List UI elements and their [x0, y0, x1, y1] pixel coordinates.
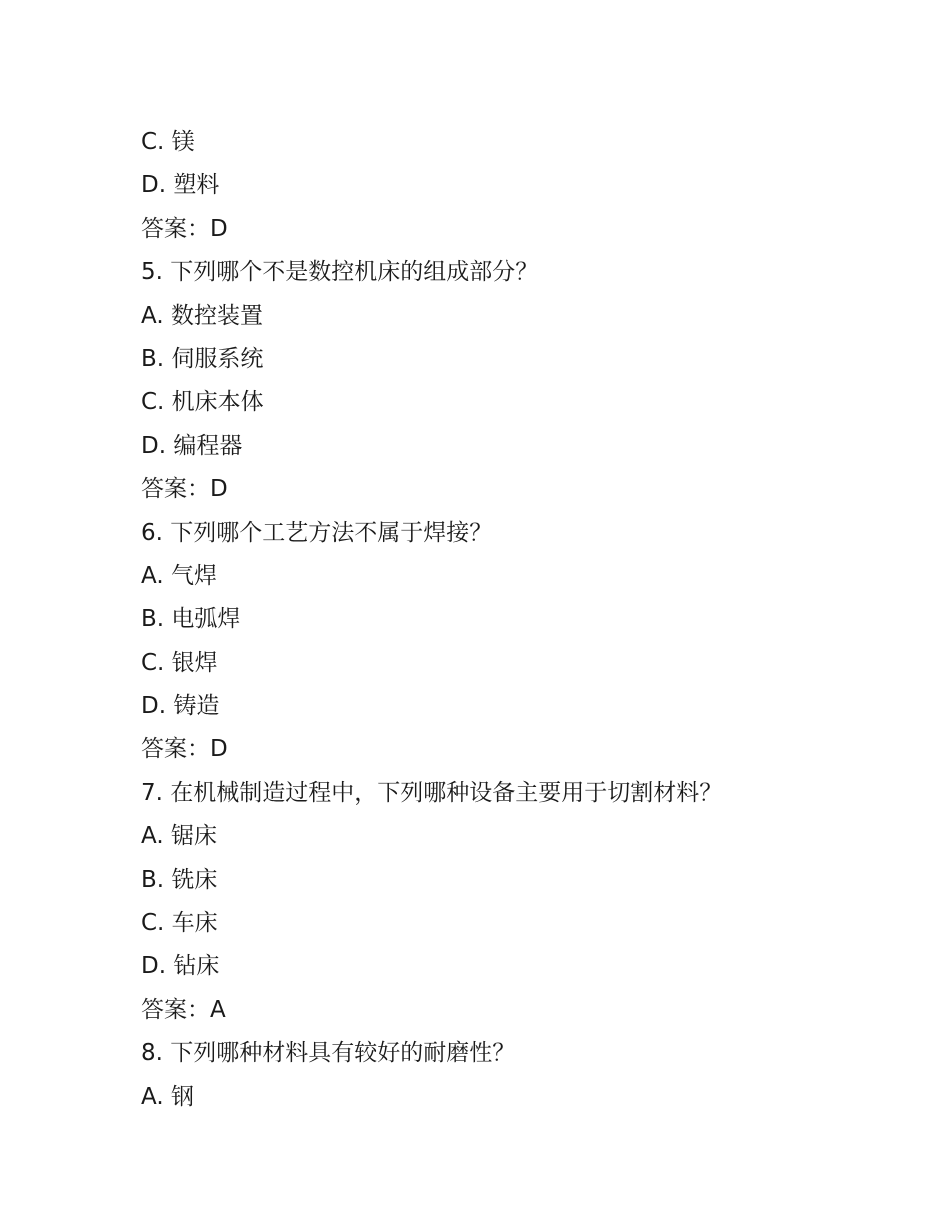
- option-a-q6: A. 气焊: [141, 562, 217, 589]
- option-c-q4: C. 镁: [141, 129, 195, 155]
- question-8: 8. 下列哪种材料具有较好的耐磨性？: [141, 1040, 516, 1067]
- question-6: 6. 下列哪个工艺方法不属于焊接？: [141, 519, 493, 546]
- option-b-q5: B. 伺服系统: [141, 345, 264, 372]
- option-d-q5: D. 编程器: [141, 432, 243, 459]
- option-d-q6: D. 铸造: [141, 693, 220, 720]
- option-a-q5: A. 数控装置: [141, 302, 263, 329]
- option-b-q7: B. 铣床: [141, 866, 218, 893]
- option-c-q7: C. 车床: [141, 910, 218, 937]
- answer-q7: 答案：A: [141, 996, 226, 1023]
- question-5: 5. 下列哪个不是数控机床的组成部分？: [141, 259, 539, 286]
- question-7: 7. 在机械制造过程中，下列哪种设备主要用于切割材料？: [141, 779, 723, 806]
- option-d-q4: D. 塑料: [141, 172, 220, 199]
- answer-q5: 答案：D: [141, 476, 228, 503]
- option-c-q5: C. 机床本体: [141, 389, 264, 416]
- option-a-q7: A. 锯床: [141, 823, 217, 850]
- answer-q6: 答案：D: [141, 736, 228, 763]
- option-a-q8: A. 钢: [141, 1083, 194, 1110]
- answer-q4: 答案：D: [141, 215, 228, 242]
- question-text-block: [141, 121, 901, 1119]
- option-c-q6: C. 银焊: [141, 649, 218, 676]
- option-d-q7: D. 钻床: [141, 953, 220, 980]
- option-b-q6: B. 电弧焊: [141, 606, 241, 633]
